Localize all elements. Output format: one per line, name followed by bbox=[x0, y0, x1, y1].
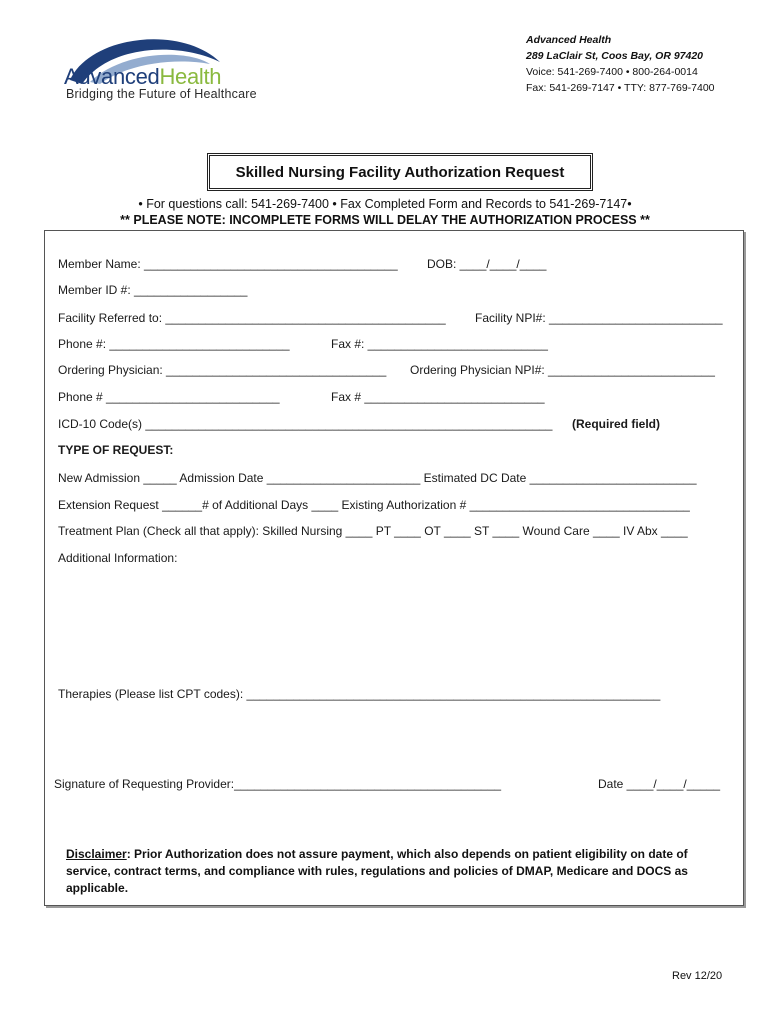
logo-tagline: Bridging the Future of Healthcare bbox=[66, 87, 257, 101]
signature-date-field[interactable]: Date ____/____/_____ bbox=[598, 777, 721, 791]
phone-field[interactable]: Phone #: ___________________________ bbox=[58, 337, 290, 351]
extension-row[interactable]: Extension Request ______# of Additional Days ____ Existing Authorization # _________________________________ bbox=[58, 498, 690, 512]
fax-field[interactable]: Fax #: ___________________________ bbox=[331, 337, 548, 351]
additional-info-label[interactable]: Additional Information: bbox=[58, 551, 178, 565]
form-title: Skilled Nursing Facility Authorization Request bbox=[207, 153, 593, 191]
facility-npi-field[interactable]: Facility NPI#: __________________________ bbox=[475, 311, 723, 325]
member-id-field[interactable]: Member ID #: _________________ bbox=[58, 283, 248, 297]
contact-org: Advanced Health bbox=[526, 34, 612, 46]
warning-line: ** PLEASE NOTE: INCOMPLETE FORMS WILL DELAY THE AUTHORIZATION PROCESS ** bbox=[120, 213, 650, 227]
revision-label: Rev 12/20 bbox=[672, 970, 723, 982]
form-frame bbox=[44, 230, 744, 906]
icd-required-note: (Required field) bbox=[572, 417, 661, 431]
contact-address: 289 LaClair St, Coos Bay, OR 97420 bbox=[526, 50, 704, 62]
icd-field[interactable]: ICD-10 Code(s) _____________________________________________________________ bbox=[58, 417, 553, 431]
disclaimer-label: Disclaimer bbox=[66, 847, 127, 861]
treatment-plan-row[interactable]: Treatment Plan (Check all that apply): Skilled Nursing ____ PT ____ OT ____ ST ____ Wound Care ____ IV Abx ____ bbox=[58, 524, 688, 538]
disclaimer bbox=[66, 846, 706, 897]
dob-field[interactable]: DOB: ____/____/____ bbox=[427, 257, 547, 271]
logo-word-advanced: Advanced bbox=[64, 64, 160, 89]
ordering-npi-field[interactable]: Ordering Physician NPI#: _________________________ bbox=[410, 363, 715, 377]
new-admission-row[interactable]: New Admission _____ Admission Date _______________________ Estimated DC Date _________________________ bbox=[58, 471, 697, 485]
physician-fax-field[interactable]: Fax # ___________________________ bbox=[331, 390, 545, 404]
disclaimer-text: : Prior Authorization does not assure payment, which also depends on patient eligibility on date of service, contract terms, and compliance with rules, regulations and policies of DMAP, Medicare and DOCS as applicable. bbox=[66, 847, 688, 895]
signature-field[interactable]: Signature of Requesting Provider:________________________________________ bbox=[54, 777, 502, 791]
facility-field[interactable]: Facility Referred to: __________________________________________ bbox=[58, 311, 446, 325]
physician-phone-field[interactable]: Phone # __________________________ bbox=[58, 390, 280, 404]
logo-word-health: Health bbox=[159, 64, 222, 89]
contact-voice: Voice: 541-269-7400 • 800-264-0014 bbox=[526, 66, 698, 78]
ordering-physician-field[interactable]: Ordering Physician: _________________________________ bbox=[58, 363, 387, 377]
contact-fax: Fax: 541-269-7147 • TTY: 877-769-7400 bbox=[526, 82, 715, 94]
questions-line: • For questions call: 541-269-7400 • Fax Completed Form and Records to 541-269-7147• bbox=[138, 197, 632, 211]
member-name-field[interactable]: Member Name: ______________________________________ bbox=[58, 257, 398, 271]
therapies-field[interactable]: Therapies (Please list CPT codes): ______________________________________________________________ bbox=[58, 687, 661, 701]
type-of-request-heading: TYPE OF REQUEST: bbox=[58, 443, 174, 457]
